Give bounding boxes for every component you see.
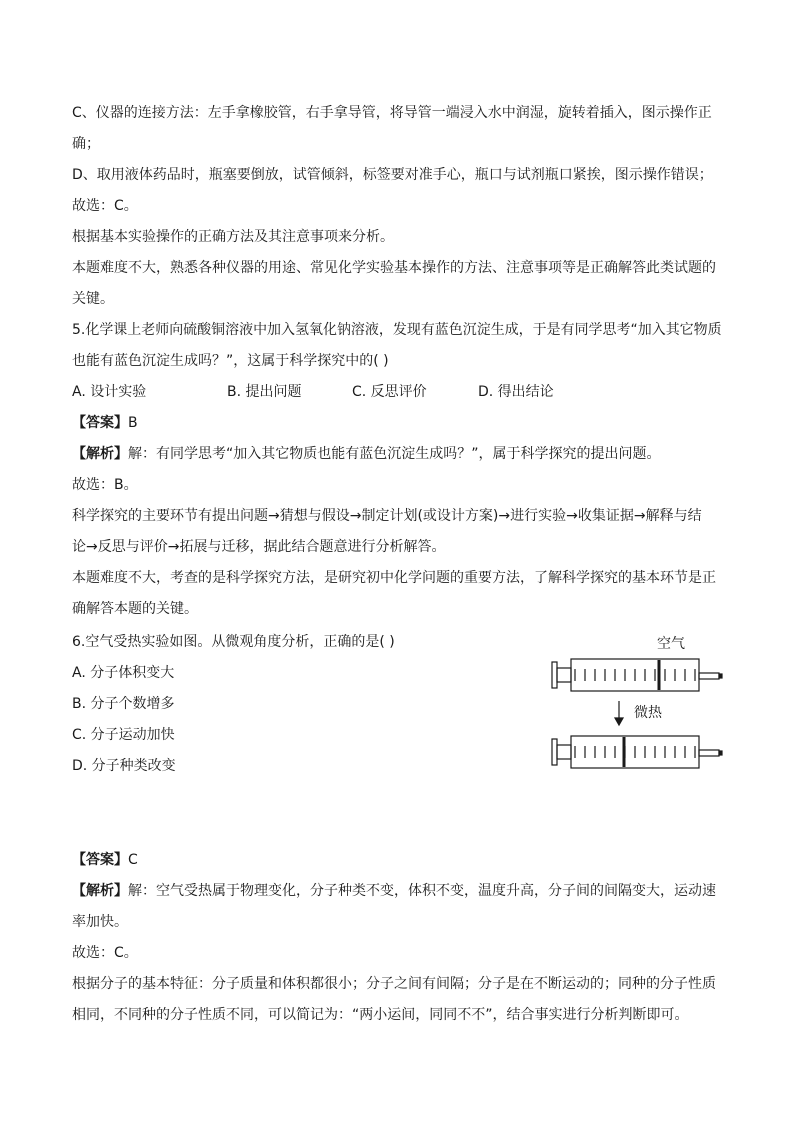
q6-explain-line2: 率加快。: [72, 914, 128, 930]
prev-d-line: D、取用液体药品时，瓶塞要倒放，试管倾斜，标签要对准手心，瓶口与试剂瓶口紧挨，图示操作错误；: [72, 167, 713, 183]
q6-explain-line1: 解：空气受热属于物理变化，分子种类不变，体积不变，温度升高，分子间的间隔变大，运动速: [128, 883, 716, 899]
q6-answer-line: [72, 850, 138, 870]
syringe-bottom: [552, 736, 722, 768]
syringe-figure: [545, 628, 730, 778]
q5-note-line1: 科学探究的主要环节有提出问题→猜想与假设→制定计划(或设计方案)→进行实验→收集证据→解释与结: [72, 508, 702, 524]
syringe-top: [552, 659, 722, 691]
q5-option-c: C. 反思评价: [352, 384, 427, 400]
prev-c-line1: C、仪器的连接方法：左手拿橡胶管，右手拿导管，将导管一端浸入水中润湿，旋转着插入，图示操作正: [72, 105, 712, 121]
q5-stem-line1: 5.化学课上老师向硫酸铜溶液中加入氢氧化钠溶液，发现有蓝色沉淀生成，于是有同学思考“加入其它物质: [72, 322, 722, 338]
q6-note-line2: 相同，不同种的分子性质不同，可以简记为：“两小运间，同同不不”，结合事实进行分析判断即可。: [72, 1007, 689, 1023]
q6-explain-tag: 【解析】: [72, 883, 128, 899]
q5-answer: B: [128, 415, 138, 431]
prev-comment-line2: 关键。: [72, 291, 114, 307]
q6-stem: 6.空气受热实验如图。从微观角度分析，正确的是( ): [72, 634, 395, 650]
q5-explain: 解：有同学思考“加入其它物质也能有蓝色沉淀生成吗？”，属于科学探究的提出问题。: [128, 446, 661, 462]
q6-answer-tag: 【答案】: [72, 852, 128, 868]
q6-explain-line: [72, 881, 716, 901]
q5-choose: 故选：B。: [72, 477, 138, 493]
figure-label-air: 空气: [657, 636, 685, 652]
prev-analysis: 根据基本实验操作的正确方法及其注意事项来分析。: [72, 229, 394, 245]
q6-note-line1: 根据分子的基本特征：分子质量和体积都很小；分子之间有间隔；分子是在不断运动的；同种的分子性质: [72, 976, 716, 992]
q5-answer-line: [72, 413, 138, 433]
q6-answer: C: [128, 852, 138, 868]
q5-explain-tag: 【解析】: [72, 446, 128, 462]
q6-choose: 故选：C。: [72, 945, 138, 961]
q5-option-b: B. 提出问题: [227, 384, 302, 400]
q5-answer-tag: 【答案】: [72, 415, 128, 431]
q5-note-line2: 论→反思与评价→拓展与迁移，据此结合题意进行分析解答。: [72, 539, 446, 555]
q5-option-a: A. 设计实验: [72, 384, 147, 400]
figure-label-heat: 微热: [634, 705, 662, 721]
q5-option-d: D. 得出结论: [478, 384, 554, 400]
q6-option-a: A. 分子体积变大: [72, 665, 175, 681]
prev-comment-line1: 本题难度不大，熟悉各种仪器的用途、常见化学实验基本操作的方法、注意事项等是正确解答此类试题的: [72, 260, 716, 276]
prev-c-line2: 确；: [72, 136, 100, 152]
q5-explain-line: [72, 444, 661, 464]
arrow-down-icon: [615, 701, 623, 725]
prev-choose: 故选：C。: [72, 198, 138, 214]
q5-stem-line2: 也能有蓝色沉淀生成吗？”，这属于科学探究中的( ): [72, 353, 389, 369]
q6-option-d: D. 分子种类改变: [72, 758, 176, 774]
q6-option-b: B. 分子个数增多: [72, 696, 175, 712]
q6-option-c: C. 分子运动加快: [72, 727, 175, 743]
q5-comment-line2: 确解答本题的关键。: [72, 601, 198, 617]
q5-comment-line1: 本题难度不大，考查的是科学探究方法，是研究初中化学问题的重要方法，了解科学探究的基本环节是正: [72, 570, 716, 586]
